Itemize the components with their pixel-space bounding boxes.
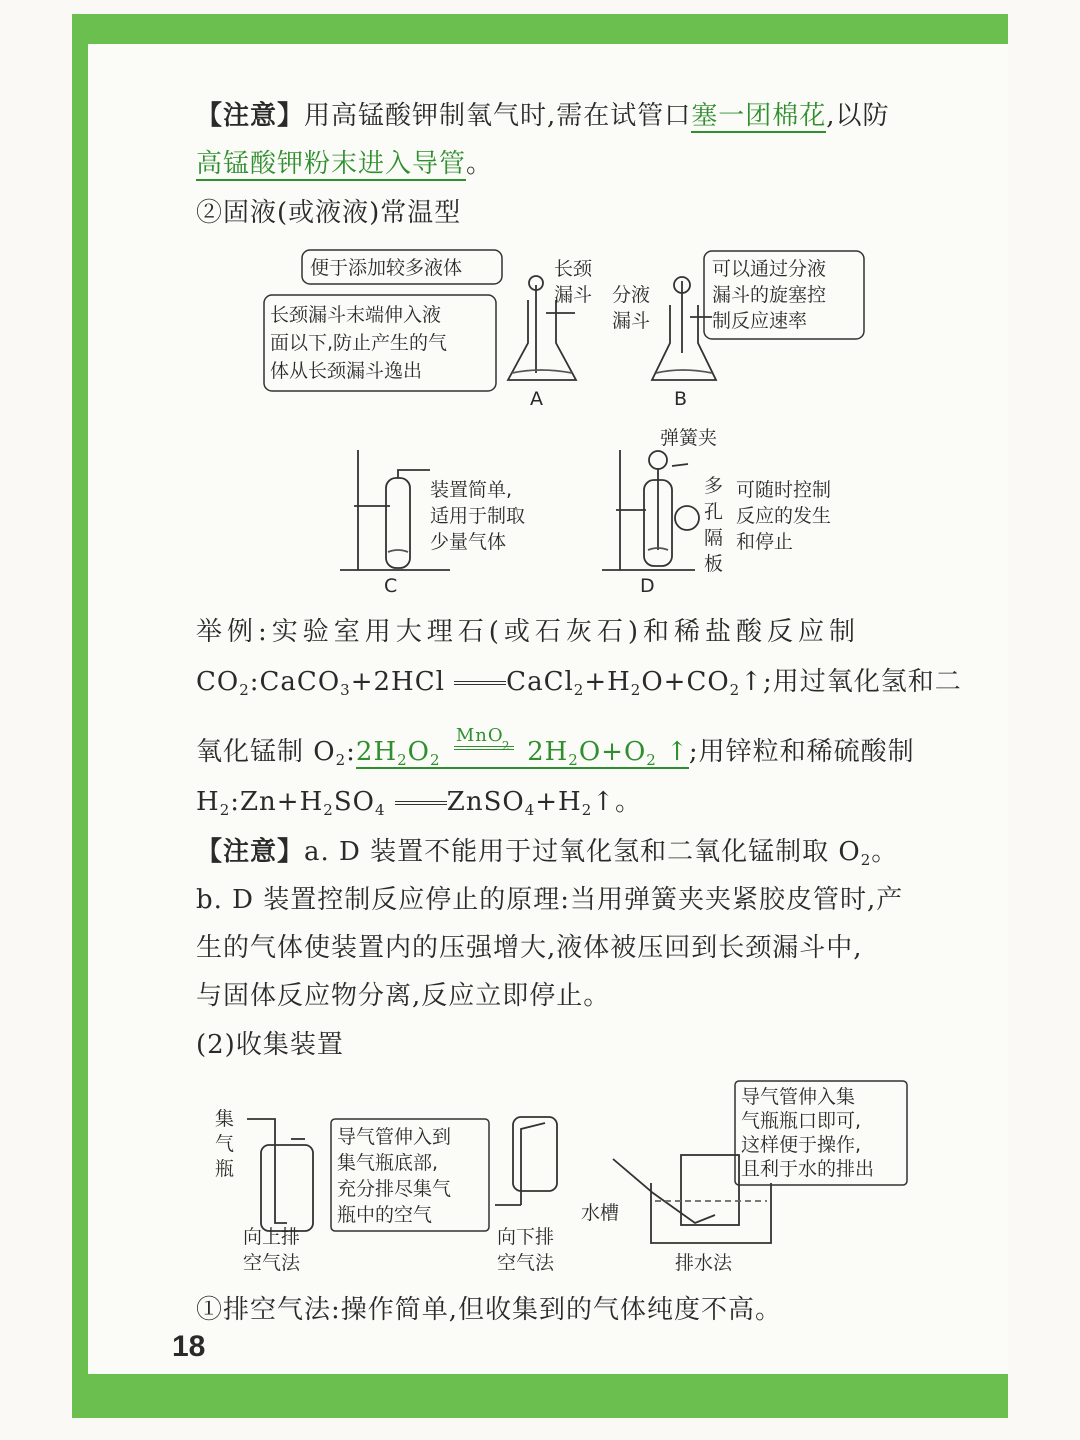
svg-text:气瓶瓶口即可,: 气瓶瓶口即可, bbox=[741, 1110, 862, 1132]
example-line2: $CO_2:CaCO_3+2HCl$ $CaCl_2+H_2O+CO_2↑$;用过氧化氢和二 bbox=[196, 667, 962, 699]
svg-text:面以下,防止产生的气: 面以下,防止产生的气 bbox=[270, 332, 448, 354]
svg-text:适用于制取: 适用于制取 bbox=[430, 505, 526, 527]
section-heading-2: (2)收集装置 bbox=[196, 1030, 344, 1060]
svg-text:空气法: 空气法 bbox=[243, 1252, 301, 1274]
section-heading: ②固液(或液液)常温型 bbox=[196, 198, 462, 228]
note-tag: 【注意】 bbox=[196, 101, 305, 131]
svg-text:气: 气 bbox=[215, 1133, 235, 1155]
svg-text:漏斗: 漏斗 bbox=[612, 310, 651, 332]
diagram-ab bbox=[250, 245, 890, 415]
label-c: C bbox=[384, 575, 398, 597]
svg-text:体从长颈漏斗逸出: 体从长颈漏斗逸出 bbox=[270, 360, 423, 382]
svg-text:导气管伸入集: 导气管伸入集 bbox=[741, 1086, 856, 1108]
label-a: A bbox=[530, 388, 543, 410]
svg-text:集: 集 bbox=[215, 1108, 235, 1130]
svg-text:充分排尽集气: 充分排尽集气 bbox=[337, 1178, 452, 1200]
svg-text:集气瓶底部,: 集气瓶底部, bbox=[337, 1152, 439, 1174]
last-line: ①排空气法:操作简单,但收集到的气体纯度不高。 bbox=[196, 1295, 783, 1325]
example-line4: $H_2:Zn+H_2SO_4$ $ZnSO_4+H_2↑$。 bbox=[196, 787, 643, 819]
note2-b3: 与固体反应物分离,反应立即停止。 bbox=[196, 981, 611, 1011]
svg-text:排水法: 排水法 bbox=[675, 1252, 733, 1274]
svg-text:弹簧夹: 弹簧夹 bbox=[660, 427, 718, 449]
note2-b1: b. D 装置控制反应停止的原理:当用弹簧夹夹紧胶皮管时,产 bbox=[196, 885, 904, 915]
svg-text:水槽: 水槽 bbox=[581, 1202, 620, 1224]
svg-text:向上排: 向上排 bbox=[243, 1226, 301, 1248]
svg-text:多: 多 bbox=[704, 475, 724, 497]
note1-line2: 高锰酸钾粉末进入导管。 bbox=[196, 149, 494, 179]
svg-text:隔: 隔 bbox=[704, 527, 724, 549]
svg-text:这样便于操作,: 这样便于操作, bbox=[741, 1134, 862, 1156]
svg-text:导气管伸入到: 导气管伸入到 bbox=[337, 1126, 452, 1148]
label-b: B bbox=[674, 388, 688, 410]
note-a-top: 便于添加较多液体 bbox=[310, 257, 463, 279]
example-line3: 氧化锰制 $O_2:2H_2O_2$ MnO 2 $2H_2O+O_2$ ↑;用锌粒和稀硫酸制 bbox=[196, 725, 915, 769]
svg-text:向下排: 向下排 bbox=[497, 1226, 555, 1248]
example-line1: 举例:实验室用大理石(或石灰石)和稀盐酸反应制 bbox=[196, 617, 861, 647]
svg-text:少量气体: 少量气体 bbox=[430, 531, 507, 553]
svg-text:孔: 孔 bbox=[704, 501, 724, 523]
svg-text:装置简单,: 装置简单, bbox=[430, 479, 513, 501]
svg-text:反应的发生: 反应的发生 bbox=[736, 505, 832, 527]
page-number: 18 bbox=[172, 1330, 206, 1363]
label-d: D bbox=[640, 575, 655, 597]
svg-text:瓶中的空气: 瓶中的空气 bbox=[337, 1204, 433, 1226]
svg-text:长颈: 长颈 bbox=[554, 258, 593, 280]
svg-text:可随时控制: 可随时控制 bbox=[736, 479, 832, 501]
svg-text:且利于水的排出: 且利于水的排出 bbox=[741, 1158, 875, 1180]
diagram-cd bbox=[330, 420, 890, 598]
svg-text:和停止: 和停止 bbox=[736, 531, 794, 553]
answer-fill: 高锰酸钾粉末进入导管 bbox=[196, 149, 467, 179]
svg-text:漏斗: 漏斗 bbox=[554, 284, 593, 306]
apparatus-d bbox=[602, 450, 699, 570]
note1-line1: 【注意】用高锰酸钾制氧气时,需在试管口塞一团棉花,以防 bbox=[196, 101, 890, 131]
upward-bottle bbox=[247, 1119, 313, 1231]
downward-bottle bbox=[495, 1117, 557, 1205]
svg-text:分液: 分液 bbox=[612, 284, 651, 306]
diagram-collect bbox=[205, 1075, 925, 1280]
note2-b2: 生的气体使装置内的压强增大,液体被压回到长颈漏斗中, bbox=[196, 933, 863, 963]
svg-text:可以通过分液: 可以通过分液 bbox=[712, 258, 827, 280]
svg-text:瓶: 瓶 bbox=[215, 1158, 235, 1180]
svg-text:板: 板 bbox=[704, 553, 724, 575]
answer-fill: 塞一团棉花 bbox=[691, 101, 827, 131]
svg-text:长颈漏斗末端伸入液: 长颈漏斗末端伸入液 bbox=[270, 304, 442, 326]
svg-text:制反应速率: 制反应速率 bbox=[712, 310, 808, 332]
svg-text:漏斗的旋塞控: 漏斗的旋塞控 bbox=[712, 284, 827, 306]
note2-a: 【注意】a. D 装置不能用于过氧化氢和二氧化锰制取 $O_2$。 bbox=[196, 837, 899, 869]
flask-b bbox=[652, 277, 716, 380]
svg-text:空气法: 空气法 bbox=[497, 1252, 555, 1274]
